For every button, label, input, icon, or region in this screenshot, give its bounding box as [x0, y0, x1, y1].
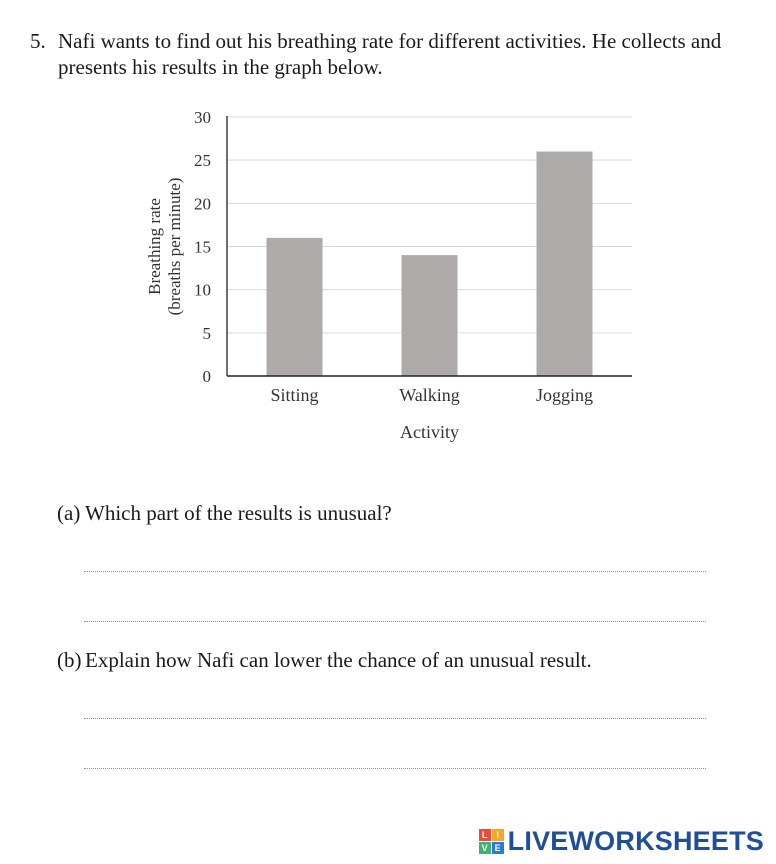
x-axis-title: Activity	[400, 422, 459, 442]
y-tick-label: 5	[202, 323, 211, 343]
question-number: 5.	[30, 29, 46, 53]
question-text-line-2: presents his results in the graph below.	[58, 55, 383, 79]
liveworksheets-brand	[479, 826, 764, 856]
y-axis-title-line-1: Breathing rate	[145, 198, 164, 295]
part-a-answer-input-2[interactable]	[84, 594, 710, 622]
logo-tile-e: E	[492, 842, 504, 854]
liveworksheets-logo	[479, 829, 504, 854]
x-tick-label: Jogging	[535, 385, 594, 405]
part-b-text: Explain how Nafi can lower the chance of an unusual result.	[85, 648, 592, 672]
y-tick-label: 30	[194, 108, 211, 127]
brand-name: LIVEWORKSHEETS	[507, 825, 764, 856]
y-tick-label: 25	[194, 151, 211, 171]
y-tick-label: 15	[194, 237, 211, 257]
y-tick-label: 0	[202, 367, 211, 386]
x-tick-label: Walking	[399, 385, 460, 405]
part-b-answer-line-1	[84, 718, 706, 719]
part-b-answer-input-2[interactable]	[84, 741, 710, 769]
logo-tile-v: V	[479, 842, 491, 854]
part-a-answer-input-1[interactable]	[84, 544, 710, 572]
part-b-question	[57, 647, 592, 673]
part-a-label: (a)	[57, 501, 81, 525]
part-b-answer-input-1[interactable]	[84, 691, 710, 719]
part-a-text: Which part of the results is unusual?	[85, 501, 392, 525]
part-a-question	[57, 500, 392, 526]
chart-labels	[145, 108, 593, 442]
y-axis-title-line-2: (breaths per minute)	[165, 177, 184, 316]
part-b-label: (b)	[57, 648, 82, 672]
question-text-line-1: Nafi wants to find out his breathing rate for different activities. He collects and	[58, 29, 722, 53]
part-b-answer-line-2	[84, 768, 706, 769]
chart-bars	[267, 152, 593, 376]
part-a-answer-line-1	[84, 571, 706, 572]
y-tick-label: 20	[194, 194, 211, 214]
bar-sitting	[267, 238, 323, 376]
logo-tile-i: I	[492, 829, 504, 841]
bar-jogging	[537, 152, 593, 376]
x-tick-label: Sitting	[270, 385, 319, 405]
bar-walking	[402, 255, 458, 376]
y-tick-label: 10	[194, 280, 211, 300]
part-a-answer-line-2	[84, 621, 706, 622]
logo-tile-l: L	[479, 829, 491, 841]
